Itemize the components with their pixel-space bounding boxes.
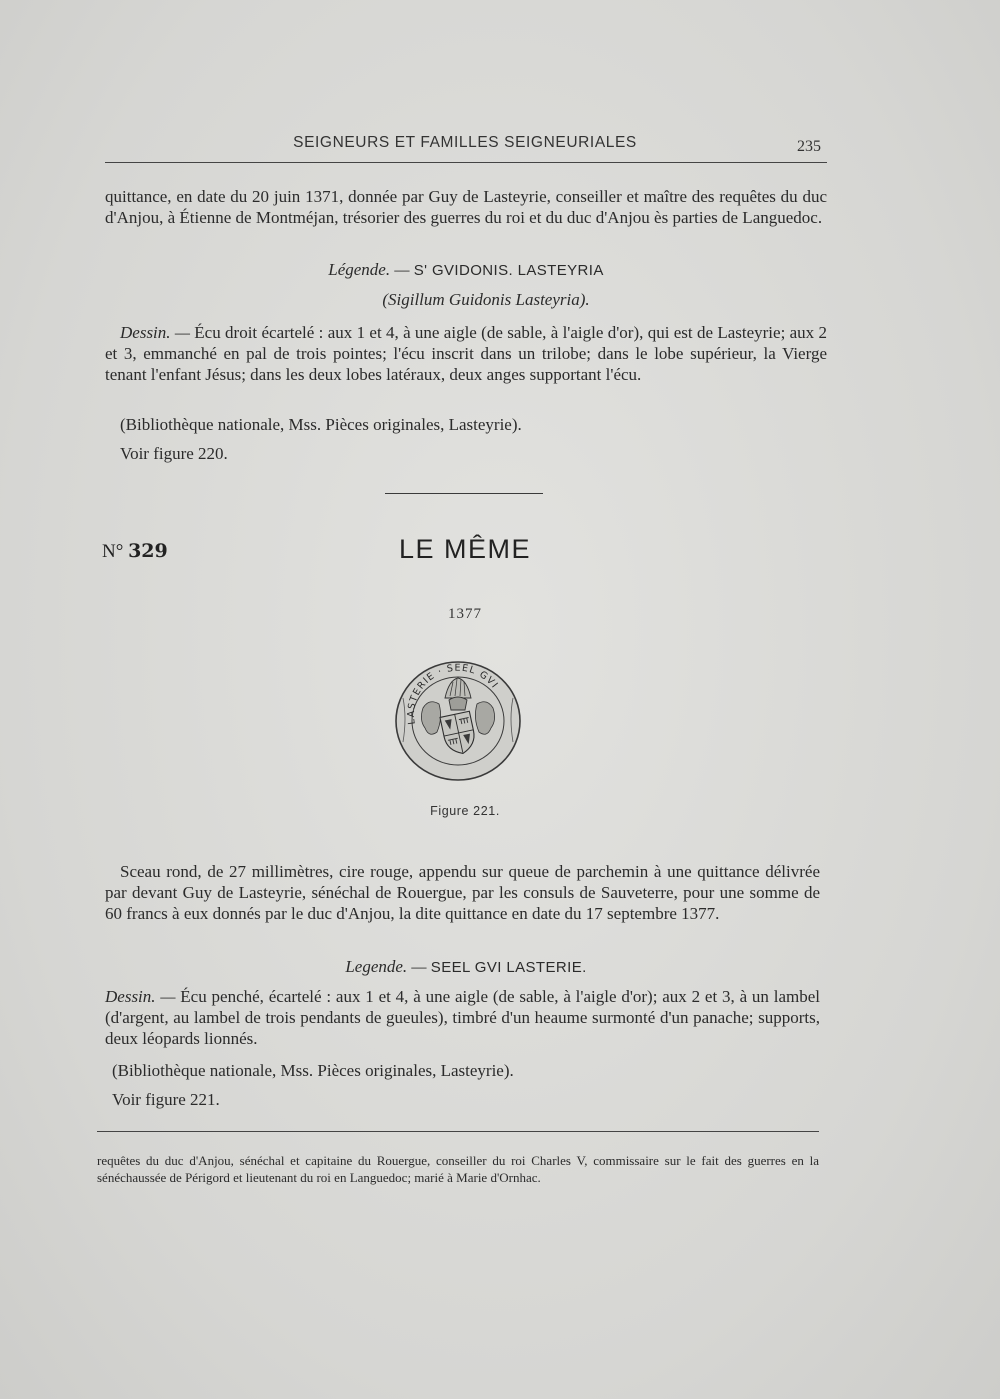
page-number: 235 bbox=[797, 138, 821, 155]
seal-inscription: LASTERIE · SEEL GVI bbox=[405, 662, 501, 726]
entry-title: LE MÊME bbox=[398, 534, 532, 564]
entry-328-legend-expansion: (Sigillum Guidonis Lasteyria). bbox=[382, 290, 590, 309]
entry-329-see-figure: Voir figure 221. bbox=[112, 1090, 220, 1109]
dessin-text: Écu droit écartelé : aux 1 et 4, à une aigle (de sable, à l'aigle d'or), qui est de Lasteyrie; aux 2 et 3, emmanché en pal de trois pointes; l'écu inscrit dans un trilobe; dans le lobe supérieur, la Vierge tenant l'enfant Jésus; dans les deux lobes latéraux, deux anges supportant l'écu. bbox=[105, 323, 827, 384]
dessin-label: Dessin. — bbox=[120, 323, 190, 342]
footnote-rule bbox=[97, 1131, 819, 1132]
legend-label: Legende. — bbox=[345, 957, 427, 976]
entry-328-legend bbox=[105, 260, 827, 280]
legend-label: Légende. — bbox=[328, 260, 410, 279]
legend-text: SEEL GVI LASTERIE. bbox=[430, 959, 587, 976]
dessin-text: Écu penché, écartelé : aux 1 et 4, à une aigle (de sable, à l'aigle d'or); aux 2 et 3, à un lambel (d'argent, au lambel de trois pendants de gueules), timbré d'un heaume surmonté d'un panache; supports, deux léopards lionnés. bbox=[105, 987, 820, 1048]
entry-328-see-figure: Voir figure 220. bbox=[120, 444, 228, 463]
figure-caption: Figure 221. bbox=[430, 804, 500, 818]
entry-329-dessin bbox=[105, 986, 820, 1049]
entry-number-value: 329 bbox=[128, 540, 168, 562]
dessin-label: Dessin. — bbox=[105, 987, 176, 1006]
entry-329-legend bbox=[105, 957, 827, 977]
seal-illustration bbox=[393, 658, 523, 783]
entry-329-source: (Bibliothèque nationale, Mss. Pièces originales, Lasteyrie). bbox=[112, 1061, 514, 1080]
entry-year: 1377 bbox=[448, 606, 482, 622]
entry-number bbox=[102, 540, 168, 563]
entry-328-dessin bbox=[105, 322, 827, 385]
footnote: requêtes du duc d'Anjou, sénéchal et capitaine du Rouergue, conseiller du roi Charles V, commissaire sur le fait des guerres en la sénéchaussée de Périgord et lieutenant du roi en Languedoc; marié à Marie d'Ornhac. bbox=[97, 1153, 819, 1185]
entry-328-source: (Bibliothèque nationale, Mss. Pièces originales, Lasteyrie). bbox=[120, 415, 522, 434]
running-title: SEIGNEURS ET FAMILLES SEIGNEURIALES bbox=[293, 134, 637, 151]
entry-328-continuation: quittance, en date du 20 juin 1371, donnée par Guy de Lasteyrie, conseiller et maître des requêtes du duc d'Anjou, à Étienne de Montméjan, trésorier des guerres du roi et du duc d'Anjou ès parties de Languedoc. bbox=[105, 187, 827, 227]
entry-329-description: Sceau rond, de 27 millimètres, cire rouge, appendu sur queue de parchemin à une quittance délivrée par devant Guy de Lasteyrie, sénéchal de Rouergue, par les consuls de Sauveterre, pour une somme de 60 francs à eux donnés par le duc d'Anjou, la dite quittance en date du 17 septembre 1377. bbox=[105, 862, 820, 923]
section-divider bbox=[385, 493, 543, 494]
legend-text: S' GVIDONIS. LASTEYRIA bbox=[413, 262, 604, 279]
header-rule bbox=[105, 162, 827, 163]
entry-number-prefix: N° bbox=[102, 541, 124, 562]
